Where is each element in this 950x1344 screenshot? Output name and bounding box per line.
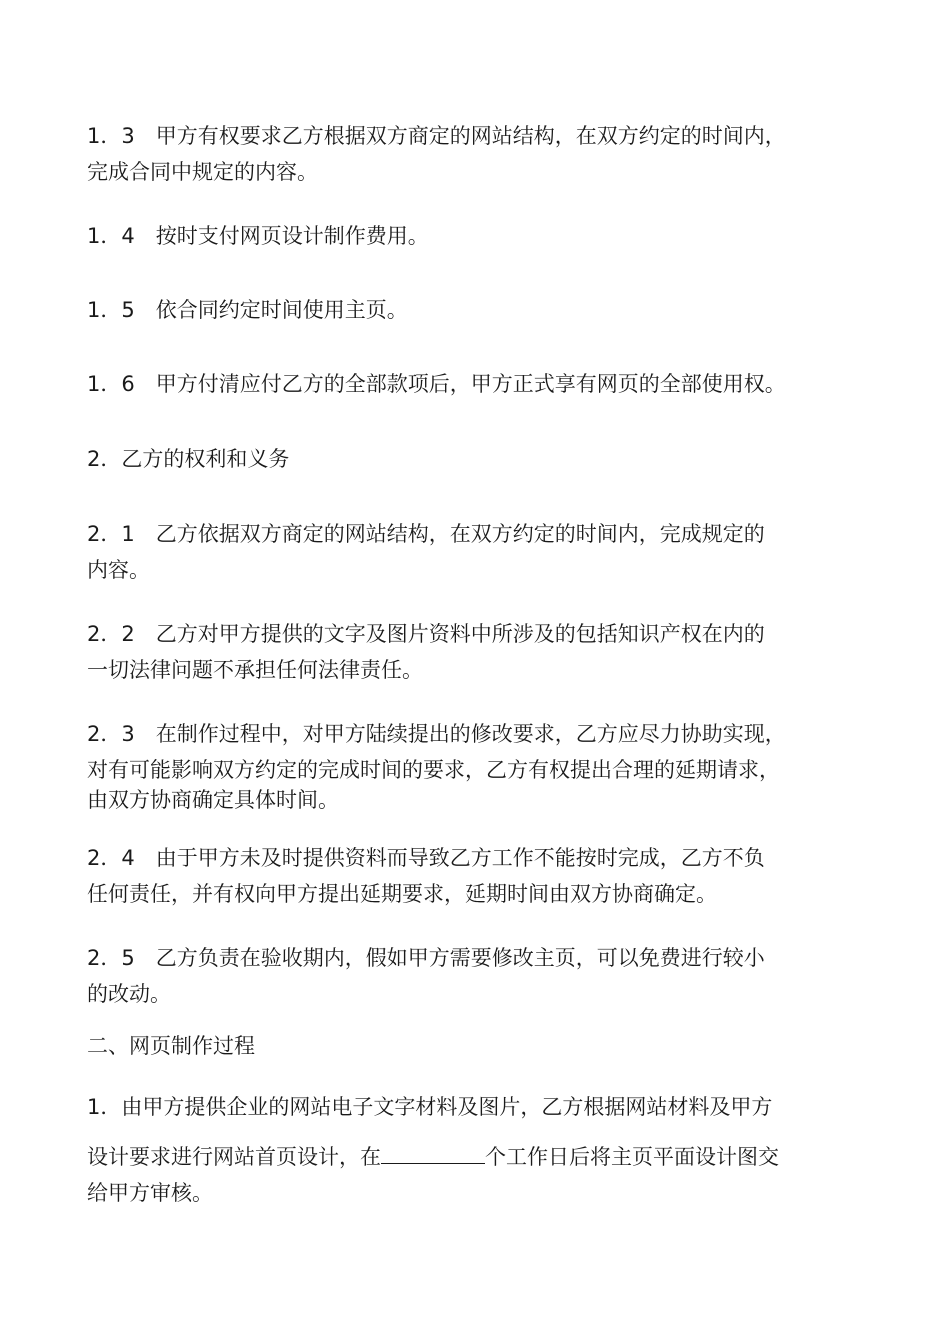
clause-2-1 — [87, 516, 877, 588]
clause-line: 二、网页制作过程 — [87, 1034, 255, 1058]
clause-2-3 — [87, 716, 877, 818]
clause-line: 的改动。 — [87, 982, 171, 1006]
clause-line: 对有可能影响双方约定的完成时间的要求，乙方有权提出合理的延期请求， — [87, 758, 780, 782]
clause-line: 1．由甲方提供企业的网站电子文字材料及图片，乙方根据网站材料及甲方 — [87, 1095, 773, 1119]
clause-line: 1．3 甲方有权要求乙方根据双方商定的网站结构，在双方约定的时间内， — [87, 124, 786, 148]
fill-in-blank[interactable] — [381, 1139, 485, 1164]
clause-line: 一切法律问题不承担任何法律责任。 — [87, 658, 423, 682]
clause-line: 2．5 乙方负责在验收期内，假如甲方需要修改主页，可以免费进行较小 — [87, 946, 765, 970]
clause-2-2 — [87, 616, 877, 688]
process-item-1 — [87, 1089, 877, 1211]
clause-line-segment: 设计要求进行网站首页设计，在 — [87, 1145, 381, 1169]
clause-1-4 — [87, 218, 877, 254]
clause-line: 2．2 乙方对甲方提供的文字及图片资料中所涉及的包括知识产权在内的 — [87, 622, 765, 646]
clause-1-6 — [87, 366, 877, 402]
clause-line: 2．1 乙方依据双方商定的网站结构，在双方约定的时间内，完成规定的 — [87, 522, 765, 546]
section-two-heading — [87, 1028, 877, 1064]
clause-1-3 — [87, 118, 877, 190]
section-2-heading — [87, 441, 877, 477]
clause-line: 内容。 — [87, 558, 150, 582]
clause-line: 2．乙方的权利和义务 — [87, 447, 290, 471]
clause-line: 2．3 在制作过程中，对甲方陆续提出的修改要求，乙方应尽力协助实现， — [87, 722, 786, 746]
clause-2-5 — [87, 940, 877, 1012]
clause-line: 2．4 由于甲方未及时提供资料而导致乙方工作不能按时完成，乙方不负 — [87, 846, 765, 870]
clause-line-segment: 个工作日后将主页平面设计图交 — [485, 1145, 779, 1169]
clause-line: 完成合同中规定的内容。 — [87, 160, 318, 184]
clause-2-4 — [87, 840, 877, 912]
clause-line: 由双方协商确定具体时间。 — [87, 788, 339, 812]
clause-line: 任何责任，并有权向甲方提出延期要求，延期时间由双方协商确定。 — [87, 882, 717, 906]
clause-line — [87, 1139, 877, 1175]
clause-line: 1．4 按时支付网页设计制作费用。 — [87, 224, 429, 248]
clause-line: 1．6 甲方付清应付乙方的全部款项后，甲方正式享有网页的全部使用权。 — [87, 372, 786, 396]
clause-1-5 — [87, 292, 877, 328]
clause-line: 给甲方审核。 — [87, 1181, 213, 1205]
clause-line: 1．5 依合同约定时间使用主页。 — [87, 298, 408, 322]
